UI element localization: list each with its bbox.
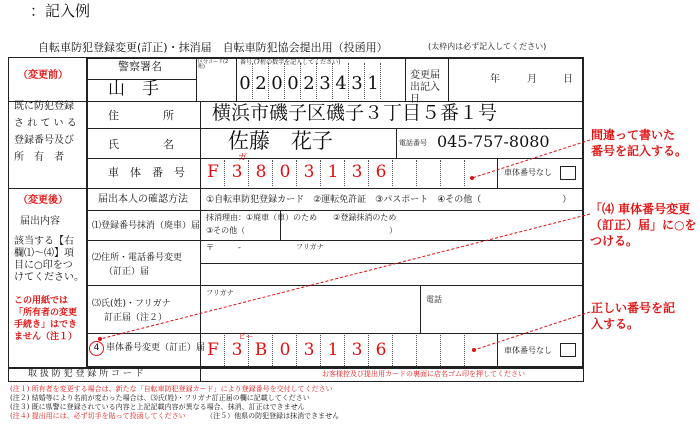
- item3-furigana: フリガナ: [206, 289, 234, 297]
- note-1: (注１) 所有者を変更する場合は、新たな「自転車防犯登録カード」により登録番号を交付してください: [10, 385, 333, 393]
- shop-code-label-visible: 取 扱 防 犯 登 録 所 コ ー ド: [28, 369, 144, 379]
- address-value: 横浜市磯子区磯子３丁目５番１号: [212, 102, 498, 124]
- vehicle-char: 0: [279, 162, 291, 182]
- phone-label: 電話番号: [399, 139, 427, 147]
- callout-line: 正しい番号を記: [591, 301, 676, 315]
- number-digit: 1: [367, 73, 379, 94]
- number-digit: 3: [351, 73, 363, 94]
- change-date-label: 変更届出記入日: [410, 70, 440, 105]
- item3-label-line: 訂正届（注２）: [104, 313, 168, 323]
- number-digit: 2: [255, 73, 267, 94]
- leader-correct-number: [474, 312, 590, 350]
- vehicle-char: 3: [231, 162, 243, 182]
- callout-line: （訂正）届」に○を: [590, 218, 697, 232]
- police-station-label: 警察署名: [118, 60, 162, 73]
- district-code-label: 区分コード(2桁): [198, 59, 229, 70]
- vehicle-char: 1: [327, 340, 339, 360]
- item4-annotation: ビー: [238, 332, 254, 341]
- item1-other[interactable]: ③その他（ ）: [206, 226, 398, 235]
- no-vehicle-number-label: 車体番号なし: [504, 168, 552, 177]
- item1-reason[interactable]: 抹消理由：①廃車（車）のため ②登録抹消のため: [206, 213, 397, 222]
- item4-label[interactable]: 車体番号変更（訂正）届: [106, 343, 206, 353]
- vehicle-char: 3: [231, 340, 243, 360]
- page-title: ：記入例: [30, 2, 91, 20]
- item3-label-line: ⑶氏(姓)・フリガナ: [92, 299, 171, 309]
- id-method-options[interactable]: ①自転車防犯登録カード ②運転免許証 ③パスポート ④その他（ ）: [206, 195, 572, 205]
- note-2: (注２) 結婚等により名前が変わった場合は、⑶氏(姓)・フリガナ訂正届の欄に記載してください: [10, 394, 310, 402]
- number-label: 番号 (7桁の数字を記入してください): [240, 59, 341, 66]
- before-desc-line: さ れ て い る: [14, 118, 77, 129]
- after-note-line: 手続き」はでき: [14, 320, 78, 330]
- item2-label-line: （訂正）届: [104, 267, 150, 277]
- vehicle-char: 3: [351, 162, 363, 182]
- number-digit: 0: [239, 73, 251, 94]
- callout-line: 入する。: [591, 317, 640, 331]
- before-section-label: （変更前）: [18, 70, 68, 81]
- callout-line: 番号を記入する。: [591, 144, 688, 158]
- vehicle-char: 3: [351, 340, 363, 360]
- item2-label-line: ⑵住所・電話番号変更: [92, 253, 183, 263]
- after-desc-line: けてください。: [14, 272, 84, 283]
- vehicle-annotation: ガ: [238, 153, 248, 163]
- item1-label[interactable]: ⑴登録番号抹消（廃車）届: [92, 221, 201, 231]
- after-desc-line: 欄⑴〜⑷】項: [14, 248, 74, 259]
- item4-number: 4: [93, 343, 100, 353]
- note-4: (注４) 提出用には、必ず切手を貼って投函してください: [10, 412, 186, 420]
- after-desc-line: 目に○印をつ: [14, 260, 73, 271]
- vehicle-char: 1: [327, 162, 339, 182]
- vehicle-char: 0: [279, 340, 291, 360]
- after-desc-line: 該当する【右: [14, 236, 74, 247]
- address-label: 住 所: [108, 109, 174, 122]
- item3-phone: 電話: [426, 295, 442, 304]
- before-desc-line: 所 有 者: [14, 152, 64, 163]
- form-title: 自転車防犯登録変更(訂正)・抹消届 自転車防犯協会提出用（投函用）: [38, 41, 388, 54]
- number-digit: 4: [335, 73, 347, 94]
- phone-value: 045-757-8080: [437, 132, 550, 151]
- vehicle-char: 3: [303, 162, 315, 182]
- callout-line: 間違って書いた: [591, 128, 676, 142]
- number-digit: 3: [319, 73, 331, 94]
- vehicle-char: 6: [375, 340, 387, 360]
- day-label: 日: [563, 74, 573, 85]
- form-title-note: (太枠内は必ず記入してください): [428, 42, 547, 51]
- item2-furigana: フリガナ: [296, 243, 324, 251]
- number-digit: 0: [287, 73, 299, 94]
- leader-circle-item: [100, 214, 590, 339]
- vehicle-char: 8: [255, 162, 267, 182]
- callout-line: つける。: [590, 234, 639, 248]
- item2-zip[interactable]: 〒 -: [206, 243, 241, 252]
- leader-dot: [472, 348, 476, 352]
- month-label: 月: [527, 74, 537, 85]
- after-desc-title: 届出内容: [20, 216, 60, 227]
- leader-dot: [470, 176, 474, 180]
- vehicle-char: 6: [375, 162, 387, 182]
- before-desc-line: 既に防犯登録: [14, 101, 74, 112]
- police-station-value: 山 手: [108, 79, 159, 99]
- leader-dot: [98, 337, 102, 341]
- after-note-line: ません（注１）: [14, 332, 78, 342]
- leader-wrong-number: [472, 140, 590, 178]
- before-desc-line: 登録番号及び: [14, 135, 74, 146]
- vehicle-number-label: 車 体 番 号: [108, 166, 185, 179]
- note-5: （注５）他県の防犯登録は抹消できません: [206, 412, 340, 420]
- vehicle-char: F: [207, 340, 219, 360]
- stamp-note-visible: お客様控及び提出用カードの裏面に店名ゴム印を押してください: [322, 370, 525, 378]
- vehicle-char: B: [254, 340, 268, 360]
- vehicle-char: 3: [303, 340, 315, 360]
- year-label: 年: [490, 74, 500, 85]
- name-value: 佐藤 花子: [228, 129, 333, 153]
- after-note-line: この用紙では: [14, 296, 69, 306]
- id-method-label: 届出本人の確認方法: [98, 194, 188, 205]
- after-section-label: （変更後）: [18, 195, 68, 206]
- vehicle-char: F: [207, 162, 219, 182]
- number-digit: 2: [303, 73, 315, 94]
- note-3: (注３) 既に県警に登録されている内容と上記記載内容が異なる場合、抹消、訂正はできません: [10, 403, 305, 411]
- callout-line: 「⑷ 車体番号変更: [590, 202, 691, 216]
- no-vehicle-number-label-after: 車体番号なし: [504, 346, 552, 355]
- number-digit: 0: [271, 73, 283, 94]
- name-label: 氏 名: [108, 138, 174, 151]
- after-note-line: 「所有者の変更: [14, 308, 78, 318]
